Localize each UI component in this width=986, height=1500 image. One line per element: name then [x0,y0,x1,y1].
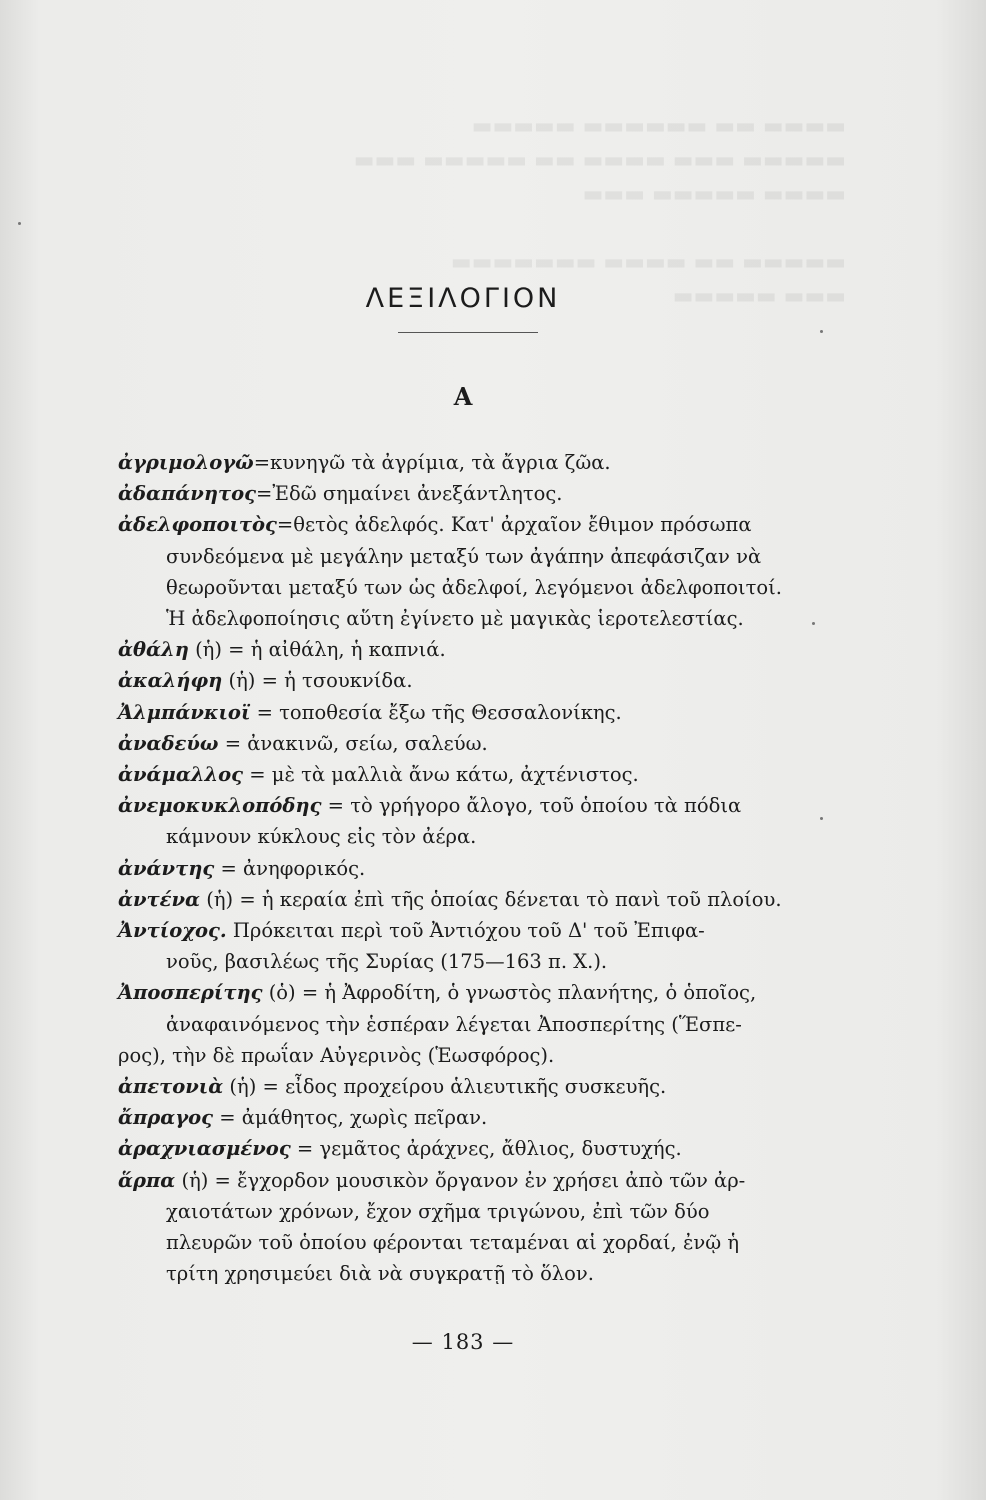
entry [118,1133,830,1164]
headword: ἀνάντης [118,856,215,880]
entry [118,634,830,665]
entry [118,915,830,946]
definition: = τοποθεσία ἔξω τῆς Θεσσαλονίκης. [250,700,622,724]
section-letter: Α [453,382,473,411]
definition: (ἡ) = ἡ κεραία ἐπὶ τῆς ὁποίας δένεται τὸ πανὶ τοῦ πλοίου. [200,887,782,911]
headword: ἀντένα [118,887,201,911]
glossary-entries [118,447,830,1289]
entry [118,447,830,478]
entry [118,790,830,821]
definition: = ἀνηφορικός. [214,856,366,880]
headword: ἅρπα [118,1168,176,1192]
entry-continuation: θεωροῦνται μεταξύ των ὡς ἀδελφοί, λεγόμενοι ἀδελφοποιτοί. [166,575,782,599]
entry [118,853,830,884]
headword: ἀνεμοκυκλοπόδης [118,794,322,818]
headword: ἀραχνιασμένος [118,1137,291,1161]
definition: = γεμᾶτος ἀράχνες, ἄθλιος, δυστυχής. [290,1137,682,1161]
paper-speck [18,222,21,225]
page-title: ΛΕΞΙΛΟΓΙΟΝ [365,283,561,314]
definition: (ἡ) = εἶδος προχείρου ἁλιευτικῆς συσκευῆς. [223,1075,667,1099]
entry-continuation: τρίτη χρησιμεύει διὰ νὰ συγκρατῇ τὸ ὅλον. [166,1262,594,1286]
entry [118,1071,830,1102]
entry [118,509,830,540]
page-number: — 183 — [411,1330,515,1354]
entry [118,478,830,509]
entry-continuation: συνδεόμενα μὲ μεγάλην μεταξύ των ἀγάπην ἀπεφάσιζαν νὰ [166,544,762,568]
entry-continuation: χαιοτάτων χρόνων, ἔχον σχῆμα τριγώνου, ἐπὶ τῶν δύο [166,1199,710,1223]
entry [118,759,830,790]
definition: (ἡ) = ἡ τσουκνίδα. [222,669,413,693]
definition: = μὲ τὰ μαλλιὰ ἄνω κάτω, ἀχτένιστος. [243,763,639,787]
definition: = τὸ γρήγορο ἄλογο, τοῦ ὁποίου τὰ πόδια [321,794,742,818]
entry [118,665,830,696]
definition: (ὁ) = ἡ Ἀφροδίτη, ὁ γνωστὸς πλανήτης, ὁ ὁποῖος, [262,981,757,1005]
definition: = ἀνακινῶ, σείω, σαλεύω. [218,731,488,755]
title-rule [398,332,538,333]
headword: ἀθάλη [118,638,189,662]
definition: (ἡ) = ἔγχορδον μουσικὸν ὄργανον ἐν χρήσει ἀπὸ τῶν ἀρ- [175,1168,746,1192]
show-through-text: ▬▬▬▬ ▬▬ ▬▬▬▬▬▬ ▬▬▬▬▬ ▬▬▬▬▬ ▬▬▬ ▬▬▬▬ ▬▬ ▬▬▬▬▬ ▬▬▬ ▬▬▬▬ ▬▬▬▬▬ ▬▬▬ ▬▬▬▬▬ ▬▬ ▬▬▬▬ ▬▬▬▬▬▬▬ ▬▬▬ ▬▬▬▬▬ [353,114,846,309]
headword: Ἀλμπάνκιοϊ [118,700,251,724]
entry [118,728,830,759]
entry-continuation: πλευρῶν τοῦ ὁποίου φέρονται τεταμέναι αἱ χορδαί, ἐνῷ ἡ [166,1231,740,1255]
entry [118,1102,830,1133]
headword: ἀνάμαλλος [118,763,244,787]
definition: Πρόκειται περὶ τοῦ Ἀντιόχου τοῦ Δ' τοῦ Ἐπιφα- [226,919,705,943]
headword: Ἀντίοχος. [118,919,227,943]
entry [118,697,830,728]
entry-continuation: ἀναφαινόμενος τὴν ἑσπέραν λέγεται Ἀποσπερίτης (Ἕσπε- [166,1012,742,1036]
headword: ἀδαπάνητος [118,482,257,506]
entry-continuation: κάμνουν κύκλους εἰς τὸν ἀέρα. [166,825,477,849]
headword: ἀδελφοποιτὸς [118,513,277,537]
definition: =θετὸς ἀδελφός. Κατ' ἀρχαῖον ἔθιμον πρόσωπα [276,513,752,537]
entry-continuation: ρος), τὴν δὲ πρωΐαν Αὐγερινὸς (Ἑωσφόρος). [118,1043,555,1067]
entry [118,1165,830,1196]
headword: Ἀποσπερίτης [118,981,263,1005]
entry [118,884,830,915]
definition: =Ἐδῶ σημαίνει ἀνεξάντλητος. [256,482,563,506]
definition: =κυνηγῶ τὰ ἀγρίμια, τὰ ἄγρια ζῶα. [253,451,611,474]
headword: ἄπραγος [118,1106,214,1130]
headword: ἀναδεύω [118,731,219,755]
definition: (ἡ) = ἡ αἰθάλη, ἡ καπνιά. [188,638,446,662]
entry-continuation: νοῦς, βασιλέως τῆς Συρίας (175—163 π. Χ.). [166,950,608,974]
definition: = ἀμάθητος, χωρὶς πεῖραν. [213,1106,488,1130]
entry [118,977,830,1008]
entry-continuation: Ἡ ἀδελφοποίησις αὕτη ἐγίνετο μὲ μαγικὰς ἱεροτελεστίας. [166,607,744,631]
headword: ἀγριμολογῶ [118,451,254,474]
headword: ἀπετονιὰ [118,1075,224,1099]
paper-speck [820,330,823,333]
headword: ἀκαλήφη [118,669,223,693]
